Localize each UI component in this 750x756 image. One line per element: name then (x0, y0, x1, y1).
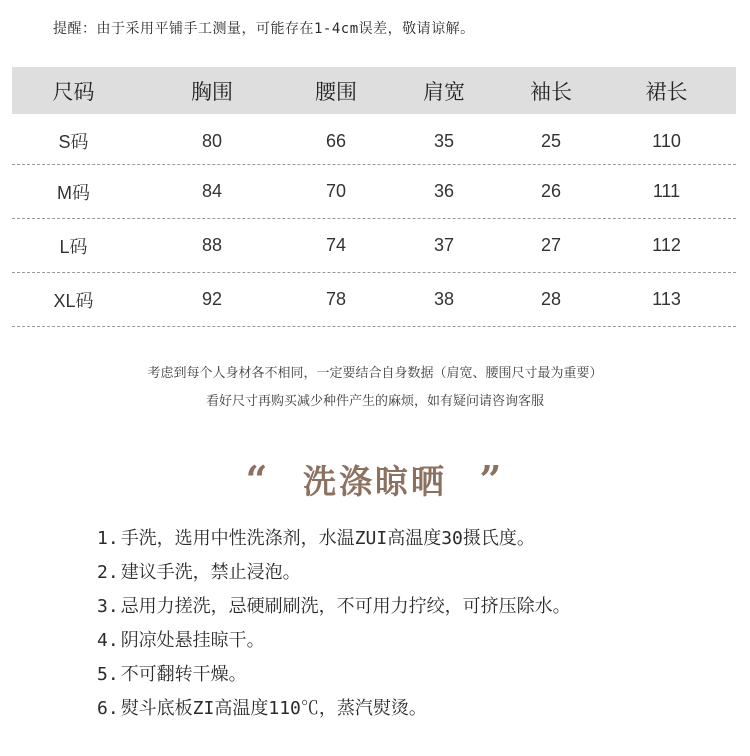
care-title: 洗涤晾晒 (303, 462, 447, 501)
cell-bust: 80 (201, 130, 223, 151)
care-heading (0, 456, 750, 503)
header-sleeve: 袖长 (530, 79, 572, 104)
item-text: 手洗，选用中性洗涤剂，水温ZUI高温度30摄氏度。 (120, 528, 535, 549)
cell-bust: 92 (201, 289, 223, 309)
item-number: 4. (97, 630, 119, 651)
item-number: 2. (97, 562, 119, 583)
cell-sleeve: 25 (540, 130, 562, 151)
item-text: 熨斗底板ZI高温度110℃，蒸汽熨烫。 (120, 698, 427, 719)
cell-dress-length: 113 (652, 289, 681, 309)
table-row (12, 219, 736, 273)
table-header (12, 67, 736, 114)
item-text: 忌用力搓洗，忌硬刷刷洗，不可用力拧绞，可挤压除水。 (120, 596, 571, 617)
cell-sleeve: 27 (540, 235, 562, 255)
cell-size: M码 (57, 182, 90, 203)
cell-waist: 74 (325, 235, 347, 255)
cell-dress-length: 112 (652, 235, 681, 255)
measurement-reminder: 提醒：由于采用平铺手工测量，可能存在1-4cm误差，敬请谅解。 (53, 21, 475, 37)
cell-waist: 70 (325, 181, 347, 201)
header-waist: 腰围 (315, 79, 357, 104)
item-text: 建议手洗，禁止浸泡。 (120, 562, 301, 583)
table-row (12, 273, 736, 327)
item-number: 6. (97, 698, 119, 719)
header-shoulder: 肩宽 (423, 79, 465, 104)
item-text: 阴凉处悬挂晾干。 (120, 630, 265, 651)
cell-waist: 66 (325, 130, 347, 151)
sizing-note: 看好尺寸再购买减少种件产生的麻烦，如有疑问请咨询客服 (205, 394, 544, 409)
cell-dress-length: 110 (652, 130, 681, 151)
cell-sleeve: 28 (540, 289, 562, 309)
cell-waist: 78 (325, 289, 347, 309)
cell-size: L码 (59, 236, 88, 257)
sizing-note: 考虑到每个人身材各不相同，一定要结合自身数据（肩宽、腰围尺寸最为重要） (147, 366, 603, 381)
size-table (12, 67, 736, 327)
list-item (97, 595, 571, 629)
cell-sleeve: 26 (540, 181, 562, 201)
care-instructions (97, 527, 571, 731)
table-row (12, 165, 736, 219)
header-size: 尺码 (52, 79, 95, 104)
list-item (97, 561, 571, 595)
header-bust: 胸围 (191, 79, 233, 104)
cell-shoulder: 36 (433, 181, 455, 201)
close-quote: ” (479, 457, 505, 502)
list-item (97, 663, 571, 697)
item-number: 5. (97, 664, 119, 685)
open-quote: “ (245, 457, 271, 502)
list-item (97, 527, 571, 561)
cell-shoulder: 35 (433, 130, 455, 151)
item-number: 3. (97, 596, 119, 617)
cell-bust: 84 (201, 181, 223, 201)
table-row (12, 118, 736, 165)
cell-size: XL码 (53, 290, 94, 311)
header-dress-length: 裙长 (645, 79, 688, 104)
cell-shoulder: 38 (433, 289, 455, 309)
list-item (97, 697, 571, 731)
item-number: 1. (97, 528, 119, 549)
cell-dress-length: 111 (652, 181, 681, 201)
cell-size: S码 (58, 132, 89, 152)
cell-bust: 88 (201, 235, 223, 255)
cell-shoulder: 37 (433, 235, 455, 255)
item-text: 不可翻转干燥。 (120, 664, 247, 685)
list-item (97, 629, 571, 663)
